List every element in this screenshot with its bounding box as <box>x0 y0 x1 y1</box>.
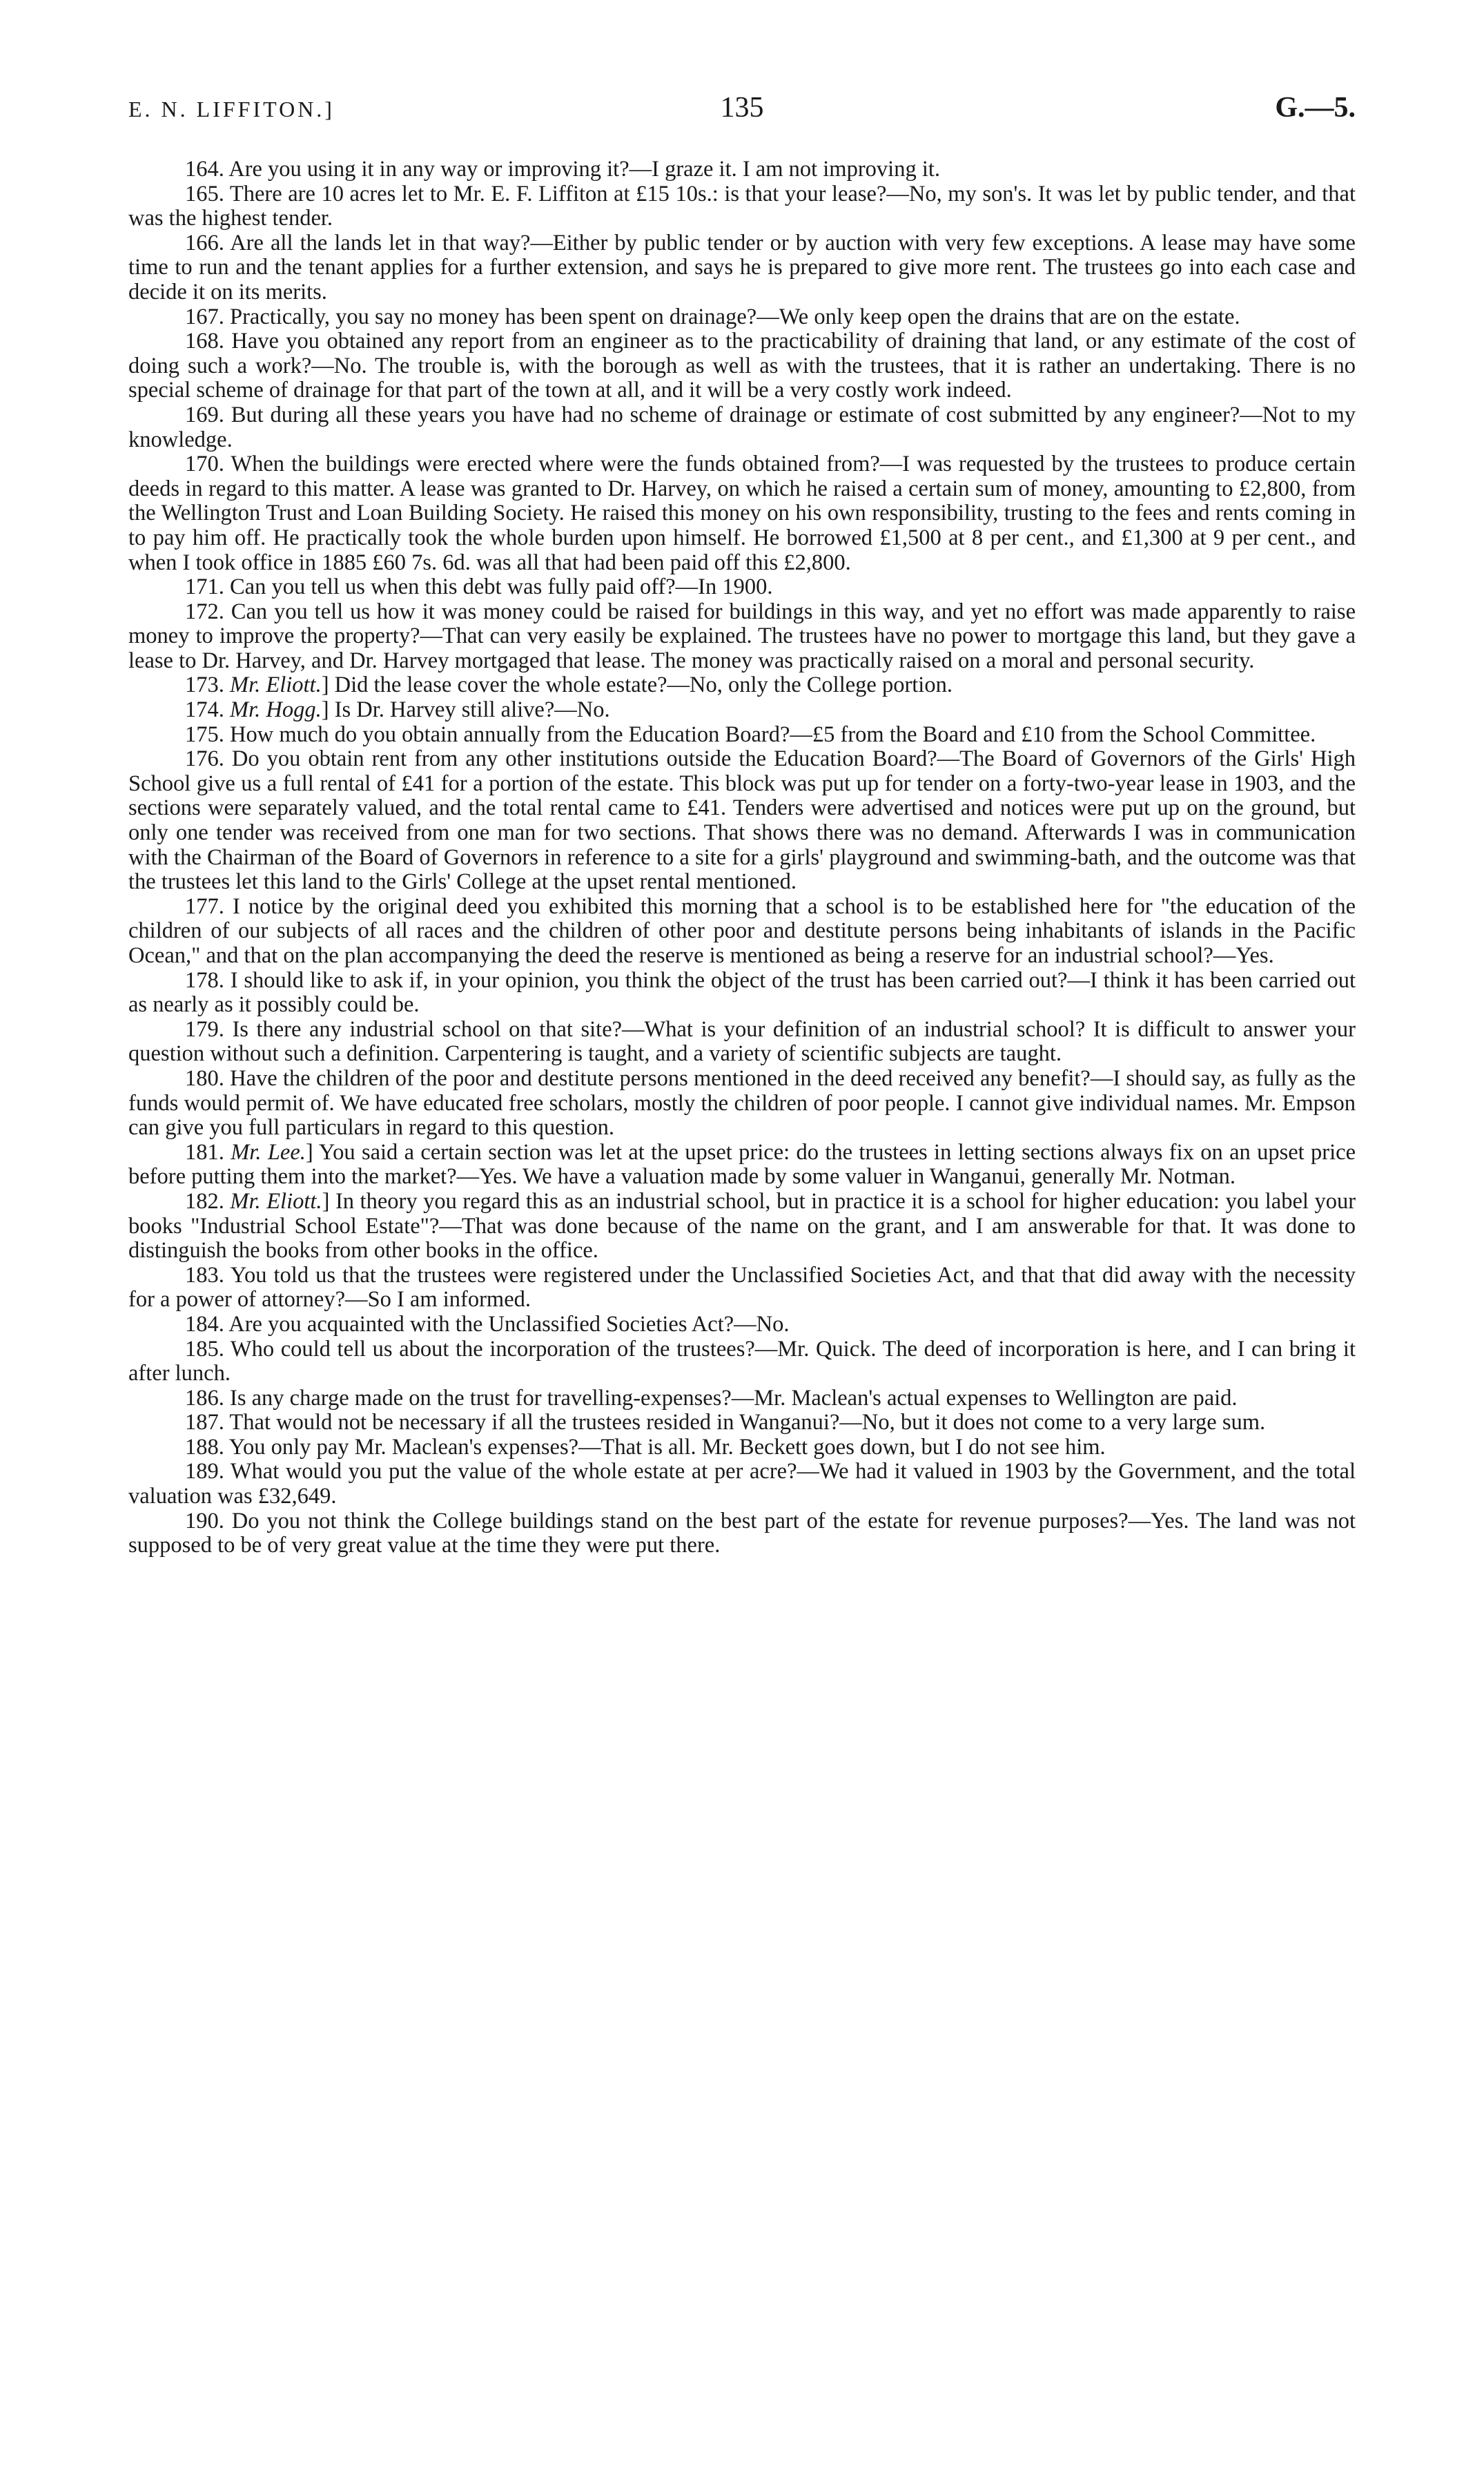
question-paragraph <box>128 452 1356 575</box>
question-number: 190. <box>185 1508 232 1533</box>
question-paragraph <box>128 1337 1356 1386</box>
speaker-name: Mr. Hogg. <box>230 697 322 723</box>
question-number: 179. <box>185 1016 233 1042</box>
question-text: Are you using it in any way or improving it?—I graze it. I am not improving it. <box>228 157 940 182</box>
question-number: 183. <box>185 1262 231 1288</box>
question-text: Have you obtained any report from an engineer as to the practicability of draining that land, or any estimate of the cost of doing such a work?—No. The trouble is, with the borough as well as with the trustees, that it is rather an undertaking. There is no special scheme of drainage for that part of the town at all, and it will be a very costly work indeed. <box>128 329 1356 403</box>
question-text: Practically, you say no money has been spent on drainage?—We only keep open the drains that are on the estate. <box>230 304 1240 329</box>
witness-name: E. N. LIFFITON.] <box>128 97 335 122</box>
question-number: 188. <box>185 1434 229 1460</box>
question-number: 169. <box>185 402 231 427</box>
question-text: Is there any industrial school on that site?—What is your definition of an industrial school? It is difficult to answer your question without such a definition. Carpentering is taught, and a variety of scientific subjects are taught. <box>128 1016 1356 1067</box>
question-number: 170. <box>185 452 231 477</box>
question-text: There are 10 acres let to Mr. E. F. Liffiton at £15 10s.: is that your lease?—No, my son's. It was let by public tender, and that was the highest tender. <box>128 181 1356 231</box>
question-number: 177. <box>185 893 233 919</box>
question-text: In theory you regard this as an industrial school, but in practice it is a school for higher education: you label your books "Industrial School Estate"?—That was done because of the name on the grant, and I am answerable for that. It was done to distinguish the books from other books in the office. <box>128 1188 1356 1264</box>
question-number: 181. <box>185 1139 231 1165</box>
question-number: 165. <box>185 181 230 206</box>
testimony-body <box>128 157 1356 1558</box>
question-paragraph <box>128 1509 1356 1558</box>
question-number: 164. <box>185 157 229 182</box>
document-reference: G.—5. <box>1275 92 1356 124</box>
question-paragraph <box>128 747 1356 895</box>
question-text: I notice by the original deed you exhibited this morning that a school is to be established here for "the education of the children of our subjects of all races and the children of other poor and destitute persons being inhabitants of islands in the Pacific Ocean," and that on the plan accompanying the deed the reserve is mentioned as being a reserve for an industrial school?—Yes. <box>128 893 1356 968</box>
speaker-name: Mr. Lee. <box>231 1139 306 1165</box>
question-number: 182. <box>185 1188 231 1214</box>
question-number: 171. <box>185 574 230 600</box>
question-text: Is Dr. Harvey still alive?—No. <box>334 697 610 723</box>
question-text: Is any charge made on the trust for travelling-expenses?—Mr. Maclean's actual expenses to Wellington are paid. <box>230 1385 1238 1411</box>
question-paragraph <box>128 1313 1356 1337</box>
question-number: 166. <box>185 230 231 255</box>
question-number: 187. <box>185 1410 230 1435</box>
question-text: Do you not think the College buildings stand on the best part of the estate for revenue purposes?—Yes. The land was not supposed to be of very great value at the time they were put there. <box>128 1508 1356 1558</box>
question-paragraph <box>128 1386 1356 1411</box>
question-paragraph <box>128 1264 1356 1313</box>
question-text: You told us that the trustees were registered under the Unclassified Societies Act, and that that did away with the necessity for a power of attorney?—So I am informed. <box>128 1262 1356 1313</box>
question-number: 175. <box>185 722 230 747</box>
question-paragraph: 181. Mr. Lee.] You said a certain section was let at the upset price: do the trustees in letting sections always fix on an upset price before putting them into the market?—Yes. We have a valuation made by some valuer in Wanganui, generally Mr. Notman. <box>128 1139 1356 1190</box>
question-number: 185. <box>185 1336 231 1362</box>
question-text: But during all these years you have had no scheme of drainage or estimate of cost submitted by any engineer?—Not to my knowledge. <box>128 402 1356 452</box>
speaker-name: Mr. Eliott. <box>230 672 322 698</box>
question-text: What would you put the value of the whole estate at per acre?—We had it valued in 1903 by the Government, and the total valuation was £32,649. <box>128 1459 1356 1509</box>
question-number: 167. <box>185 304 230 329</box>
question-paragraph <box>128 182 1356 231</box>
question-text: Are you acquainted with the Unclassified Societies Act?—No. <box>228 1311 790 1337</box>
question-number: 172. <box>185 599 231 624</box>
question-text: Did the lease cover the whole estate?—No, only the College portion. <box>334 672 953 698</box>
question-paragraph <box>128 305 1356 330</box>
question-paragraph <box>128 1460 1356 1509</box>
question-text: How much do you obtain annually from the Education Board?—£5 from the Board and £10 from the School Committee. <box>230 722 1316 747</box>
question-paragraph <box>128 231 1356 305</box>
question-number: 173. <box>185 672 230 698</box>
question-number: 174. <box>185 697 230 723</box>
page-number: 135 <box>720 92 764 124</box>
question-paragraph <box>128 329 1356 403</box>
page-header <box>128 76 1356 131</box>
question-text: Have the children of the poor and destitute persons mentioned in the deed received any benefit?—I should say, as fully as the funds would permit of. We have educated free scholars, mostly the children of poor people. I cannot give individual names. Mr. Empson can give you full particulars in regard to this question. <box>128 1065 1356 1141</box>
question-text: Who could tell us about the incorporation of the trustees?—Mr. Quick. The deed of incorporation is here, and I can bring it after lunch. <box>128 1336 1356 1386</box>
question-paragraph: 182. Mr. Eliott.] In theory you regard this as an industrial school, but in practice it is a school for higher education: you label your books "Industrial School Estate"?—That was done because of the name on the grant, and I am answerable for that. It was done to distinguish the books from other books in the office. <box>128 1188 1356 1264</box>
question-number: 184. <box>185 1311 229 1337</box>
question-paragraph <box>128 969 1356 1018</box>
question-text: I should like to ask if, in your opinion, you think the object of the trust has been carried out?—I think it has been carried out as nearly as it possibly could be. <box>128 967 1356 1018</box>
question-text: That would not be necessary if all the trustees resided in Wanganui?—No, but it does not come to a very large sum. <box>229 1410 1266 1435</box>
question-paragraph <box>128 575 1356 600</box>
question-paragraph: 173. Mr. Eliott.] Did the lease cover the whole estate?—No, only the College portion. <box>185 672 953 698</box>
question-paragraph <box>128 1411 1356 1435</box>
question-number: 168. <box>185 329 232 354</box>
question-paragraph <box>128 1435 1356 1460</box>
question-text: Can you tell us when this debt was fully paid off?—In 1900. <box>230 574 773 600</box>
question-paragraph <box>128 1067 1356 1141</box>
speaker-name: Mr. Eliott. <box>230 1188 322 1214</box>
question-paragraph <box>128 403 1356 452</box>
question-number: 186. <box>185 1385 230 1411</box>
question-paragraph <box>128 1018 1356 1067</box>
question-number: 178. <box>185 967 231 993</box>
question-text: Can you tell us how it was money could be raised for buildings in this way, and yet no effort was made apparently to raise money to improve the property?—That can very easily be explained. The trustees have no power to mortgage this land, but they gave a lease to Dr. Harvey, and Dr. Harvey mortgaged that lease. The money was practically raised on a moral and personal security. <box>128 599 1356 673</box>
question-paragraph <box>128 723 1356 748</box>
question-text: Are all the lands let in that way?—Either by public tender or by auction with very few exceptions. A lease may have some time to run and the tenant applies for a further extension, and says he is prepared to give more rent. The trustees go into each case and decide it on its merits. <box>128 230 1356 304</box>
question-text: Do you obtain rent from any other institutions outside the Education Board?—The Board of Governors of the Girls' High School give us a full rental of £41 for a portion of the estate. This block was put up for tender on a forty-two-year lease in 1903, and the sections were separately valued, and the total rental came to £41. Tenders were advertised and notices were put up on the ground, but only one tender was received from one man for two sections. That shows there was no demand. Afterwards I was in communication with the Chairman of the Board of Governors in reference to a site for a girls' playground and swimming-bath, and the outcome was that the trustees let this land to the Girls' College at the upset rental mentioned. <box>128 746 1356 895</box>
question-paragraph <box>128 600 1356 674</box>
question-number: 189. <box>185 1459 231 1484</box>
question-number: 180. <box>185 1065 231 1091</box>
question-paragraph: 174. Mr. Hogg.] Is Dr. Harvey still alive?—No. <box>185 697 610 723</box>
question-text: When the buildings were erected where were the funds obtained from?—I was requested by the trustees to produce certain deeds in regard to this matter. A lease was granted to Dr. Harvey, on which he raised a certain sum of money, amounting to £2,800, from the Wellington Trust and Loan Building Society. He raised this money on his own responsibility, trusting to the fees and rents coming in to pay him off. He practically took the whole burden upon himself. He borrowed £1,500 at 8 per cent., and £1,300 at 9 per cent., and when I took office in 1885 £60 7s. 6d. was all that had been paid off this £2,800. <box>128 452 1356 575</box>
question-paragraph <box>128 157 1356 182</box>
question-number: 176. <box>185 746 232 772</box>
question-text: You only pay Mr. Maclean's expenses?—That is all. Mr. Beckett goes down, but I do not see him. <box>228 1434 1106 1460</box>
question-paragraph <box>128 895 1356 969</box>
question-text: You said a certain section was let at the upset price: do the trustees in letting sections always fix on an upset price before putting them into the market?—Yes. We have a valuation made by some valuer in Wanganui, generally Mr. Notman. <box>128 1139 1356 1190</box>
